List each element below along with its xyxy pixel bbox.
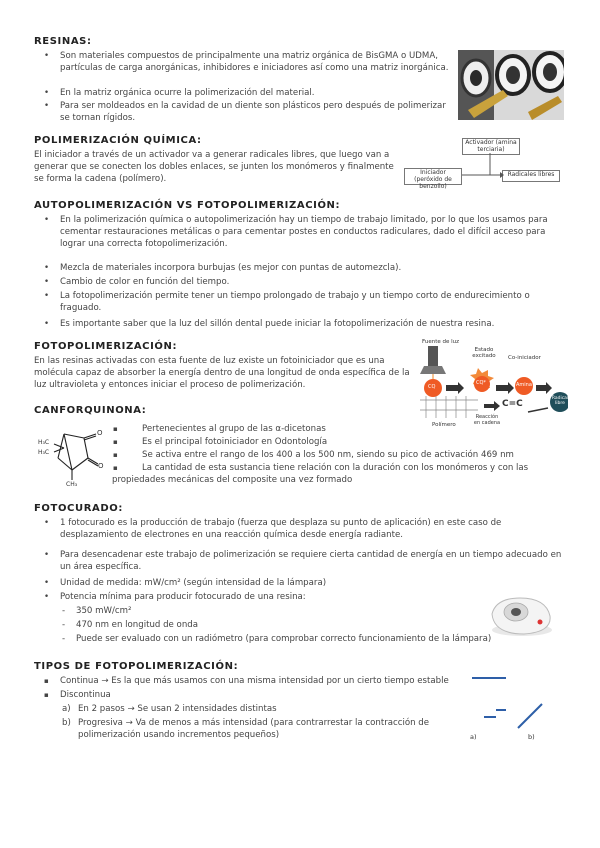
- bullet-letter-a: a): [62, 704, 71, 714]
- auto-vs-foto-item: Cambio de color en función del tiempo.: [60, 277, 230, 287]
- auto-vs-foto-item: Mezcla de materiales incorpora burbujas (es mejor con puntas de automezcla).: [60, 263, 402, 273]
- quimica-title: POLIMERIZACIÓN QUÍMICA:: [34, 135, 202, 146]
- struct-ch3a: H₃C: [38, 439, 50, 446]
- sub-dash: -: [62, 606, 66, 616]
- bullet-dot: •: [44, 592, 50, 602]
- bullet-square: ▪: [44, 691, 49, 699]
- bullet-dot: •: [44, 550, 50, 560]
- struct-o1: O: [97, 429, 103, 437]
- amine-label: Amina: [516, 382, 532, 388]
- sketch-label-a: a): [470, 733, 477, 741]
- foto-title: FOTOPOLIMERIZACIÓN:: [34, 341, 178, 352]
- cq-excited-label: CQ*: [476, 380, 486, 386]
- excited-state-label: Estado excitado: [472, 347, 496, 359]
- bullet-dot: •: [44, 263, 50, 273]
- bullet-square: ▪: [113, 438, 118, 446]
- auto-vs-foto-item: La fotopolimerización permite tener un tiempo prolongado de trabajo y un tiempo corto de endurecimiento o fraguado.: [60, 291, 530, 313]
- tipos-sub-a: En 2 pasos → Se usan 2 intensidades distintas: [78, 704, 277, 714]
- bullet-dot: •: [44, 319, 50, 329]
- auto-vs-foto-item: En la polimerización química o autopolimerización hay un tiempo de trabajo limitado, por lo que los usamos para cementar restauraciones metálicas o para cementar postes en conductos radiculares, dado el difícil acceso para lograr una correcta fotopolimerización.: [60, 215, 548, 249]
- monomer-label: C=C: [502, 399, 523, 409]
- bullet-dot: •: [44, 215, 50, 225]
- foto-text: En las resinas activadas con esta fuente de luz existe un fotoiniciador que es una molécula capaz de absorber la energía dentro de una longitud de onda específica de la luz ultravioleta y entonces iniciar el proceso de polimerización.: [34, 356, 410, 390]
- fotocurado-item: Para desencadenar este trabajo de polimerización se requiere cierta cantidad de energía en un tiempo adecuado en un área específica.: [60, 550, 562, 572]
- struct-ch3b: H₃C: [38, 449, 50, 456]
- radical-label: Radical libre: [551, 396, 569, 406]
- coinitiator-label: Co-iniciador: [508, 355, 541, 361]
- canfor-item: Es el principal fotoiniciador en Odontología: [142, 437, 328, 447]
- light-source-label: Fuente de luz: [422, 339, 460, 345]
- photo-diagram-graphics: [418, 342, 568, 422]
- tipos-title: TIPOS DE FOTOPOLIMERIZACIÓN:: [34, 661, 239, 672]
- tipos-sub-b: Progresiva → Va de menos a más intensidad (para contrarrestar la contracción de polimerización usando incrementos pequeños): [78, 718, 430, 740]
- camphorquinone-structure: [38, 424, 112, 492]
- sub-dash: -: [62, 634, 66, 644]
- bullet-dot: •: [44, 101, 50, 111]
- quimica-text: El iniciador a través de un activador va a generar radicales libres, que luego van a generar que se conecten los dobles enlaces, se junten los monómeros y finalmente se forma la cadena (polímero).: [34, 150, 394, 184]
- tipos-continua: Continua → Es la que más usamos con una misma intensidad por un cierto tiempo estable: [60, 676, 449, 686]
- initiator-box: Iniciador (peróxido de benzoilo): [404, 168, 462, 185]
- bullet-square: ▪: [113, 464, 118, 472]
- bullet-letter-b: b): [62, 718, 71, 728]
- resinas-item: Son materiales compuestos de principalmente una matriz orgánica de BisGMA o UDMA, partículas de carga anorgánicas, inhibidores e iniciadores así como una matriz inorgánica.: [60, 51, 449, 73]
- sketch-label-b: b): [528, 733, 535, 741]
- canfor-item: La cantidad de esta sustancia tiene relación con la duración con los monómeros y con las propiedades mecánicas del composite una vez formado: [112, 463, 529, 485]
- bullet-dot: •: [44, 51, 50, 61]
- fotocurado-sub: 470 nm en longitud de onda: [76, 620, 198, 630]
- struct-ch3c: CH₃: [66, 481, 78, 488]
- canfor-item: Pertenecientes al grupo de las α-dicetonas: [142, 424, 326, 434]
- resin-syringes-image: [458, 50, 564, 120]
- polymer-label: Polímero: [432, 422, 456, 428]
- auto-vs-foto-title: AUTOPOLIMERIZACIÓN VS FOTOPOLIMERIZACIÓN:: [34, 200, 341, 211]
- bullet-square: ▪: [113, 451, 118, 459]
- bullet-square: ▪: [44, 677, 49, 685]
- sub-dash: -: [62, 620, 66, 630]
- radiometer-image: [486, 592, 556, 642]
- reaction-label: Reacción en cadena: [473, 414, 501, 426]
- tipos-discontinua: Discontinua: [60, 690, 111, 700]
- bullet-dot: •: [44, 88, 50, 98]
- fotocurado-item: Unidad de medida: mW/cm² (según intensidad de la lámpara): [60, 578, 327, 588]
- bullet-dot: •: [44, 277, 50, 287]
- intensity-line-sketches: [470, 670, 570, 745]
- cq-label: CQ: [428, 384, 436, 390]
- fotocurado-item: Potencia mínima para producir fotocurado de una resina:: [60, 592, 306, 602]
- radicals-box: Radicales libres: [502, 170, 560, 182]
- diagram-arrows: [400, 150, 510, 190]
- bullet-dot: •: [44, 578, 50, 588]
- resinas-item: En la matriz orgánica ocurre la polimerización del material.: [60, 88, 315, 98]
- bullet-dot: •: [44, 291, 50, 301]
- bullet-dot: •: [44, 518, 50, 528]
- fotocurado-title: FOTOCURADO:: [34, 503, 123, 514]
- canforquinona-title: CANFORQUINONA:: [34, 405, 147, 416]
- struct-o2: O: [98, 462, 104, 470]
- activator-box: Activador (amina terciaria): [462, 138, 520, 155]
- auto-vs-foto-item: Es importante saber que la luz del sillón dental puede iniciar la fotopolimerización de nuestra resina.: [60, 319, 495, 329]
- resinas-item: Para ser moldeados en la cavidad de un diente son plásticos pero después de polimerizar se tornan rígidos.: [60, 101, 446, 123]
- fotocurado-sub: Puede ser evaluado con un radiómetro (para comprobar correcto funcionamiento de la lámpara): [76, 634, 492, 644]
- bullet-square: ▪: [113, 425, 118, 433]
- fotocurado-item: 1 fotocurado es la producción de trabajo (fuerza que desplaza su punto de aplicación) en este caso de desplazamiento de electrones en una reacción química desde energía radiante.: [60, 518, 502, 540]
- resinas-title: RESINAS:: [34, 36, 92, 47]
- fotocurado-sub: 350 mW/cm²: [76, 606, 132, 616]
- canfor-item: Se activa entre el rango de los 400 a los 500 nm, siendo su pico de activación 469 nm: [142, 450, 514, 460]
